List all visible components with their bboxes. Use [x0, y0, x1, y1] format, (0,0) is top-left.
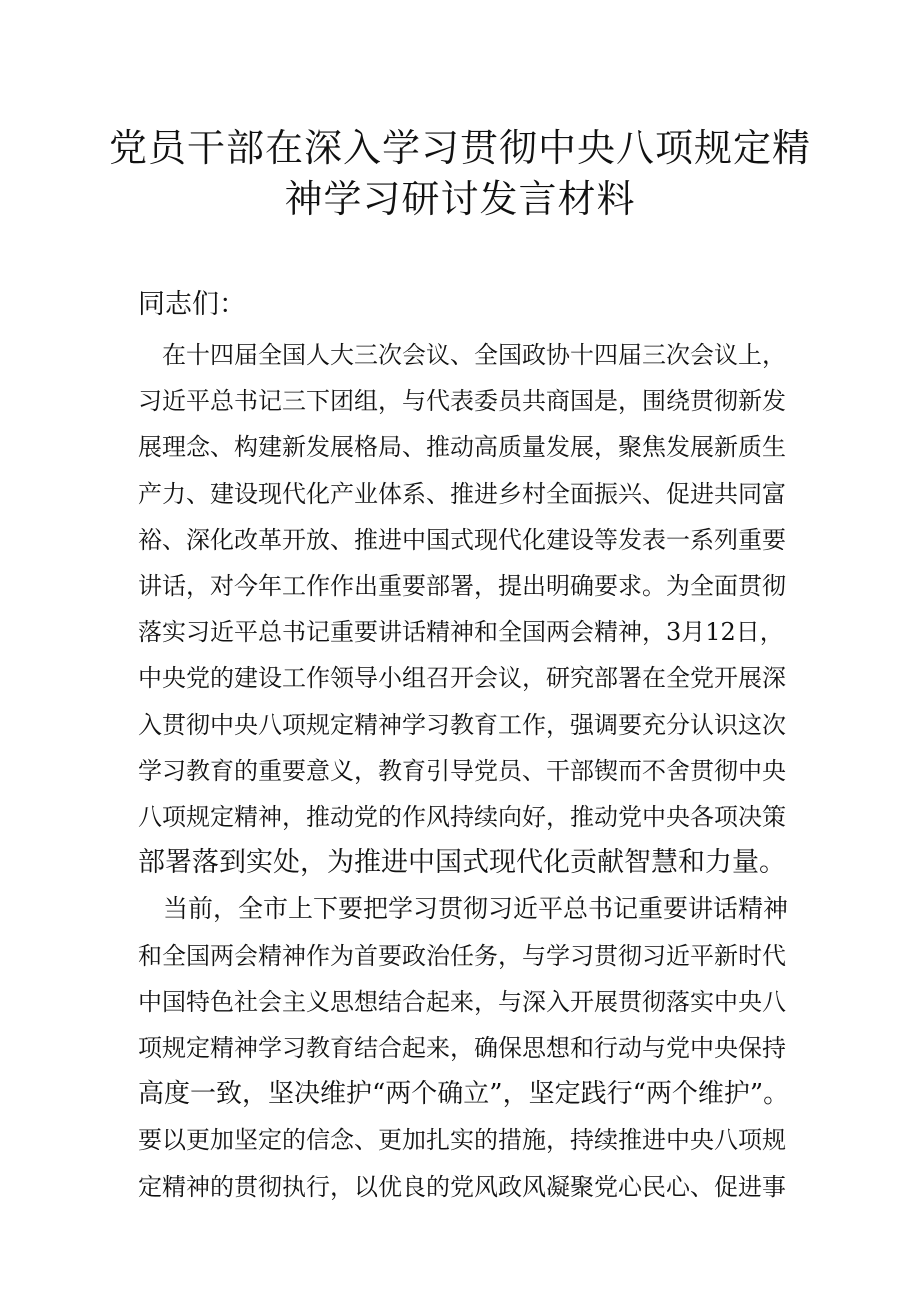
body-line: 入贯彻中央八项规定精神学习教育工作，强调要充分认识这次	[138, 710, 786, 739]
body-line: 和全国两会精神作为首要政治任务，与学习贯彻习近平新时代	[138, 941, 786, 970]
body-line: 落实习近平总书记重要讲话精神和全国两会精神，3月12日，	[138, 618, 784, 647]
body-line: 学习教育的重要意义，教育引导党员、干部锲而不舍贯彻中央	[138, 756, 786, 785]
body-line: 展理念、构建新发展格局、推动高质量发展，聚焦发展新质生	[138, 433, 786, 462]
body-line: 高度一致，坚决维护“两个确立”，坚定践行“两个维护”。	[138, 1079, 790, 1110]
body-line: 当前，全市上下要把学习贯彻习近平总书记重要讲话精神	[138, 894, 789, 924]
greeting: 同志们：	[138, 289, 246, 320]
body-line: 产力、建设现代化产业体系、推进乡村全面振兴、促进共同富	[138, 479, 786, 508]
body-line: 部署落到实处，为推进中国式现代化贡献智慧和力量。	[138, 847, 786, 879]
body-line: 项规定精神学习教育结合起来，确保思想和行动与党中央保持	[138, 1034, 786, 1062]
body-line: 中央党的建设工作领导小组召开会议，研究部署在全党开展深	[138, 664, 786, 693]
body-line: 在十四届全国人大三次会议、全国政协十四届三次会议上，	[138, 341, 786, 369]
body-line: 要以更加坚定的信念、更加扎实的措施，持续推进中央八项规	[138, 1126, 786, 1155]
body-line: 讲话，对今年工作作出重要部署，提出明确要求。为全面贯彻	[138, 572, 786, 600]
body-line: 中国特色社会主义思想结合起来，与深入开展贯彻落实中央八	[138, 987, 786, 1016]
document-title-line-1: 党员干部在深入学习贯彻中央八项规定精	[108, 126, 811, 170]
body-line: 定精神的贯彻执行，以优良的党风政风凝聚党心民心、促进事	[138, 1172, 786, 1201]
body-line: 裕、深化改革开放、推进中国式现代化建设等发表一系列重要	[138, 525, 786, 554]
body-line: 习近平总书记三下团组，与代表委员共商国是，围绕贯彻新发	[138, 387, 786, 416]
document-title-line-2: 神学习研讨发言材料	[284, 177, 636, 221]
body-line: 八项规定精神，推动党的作风持续向好，推动党中央各项决策	[138, 803, 786, 831]
